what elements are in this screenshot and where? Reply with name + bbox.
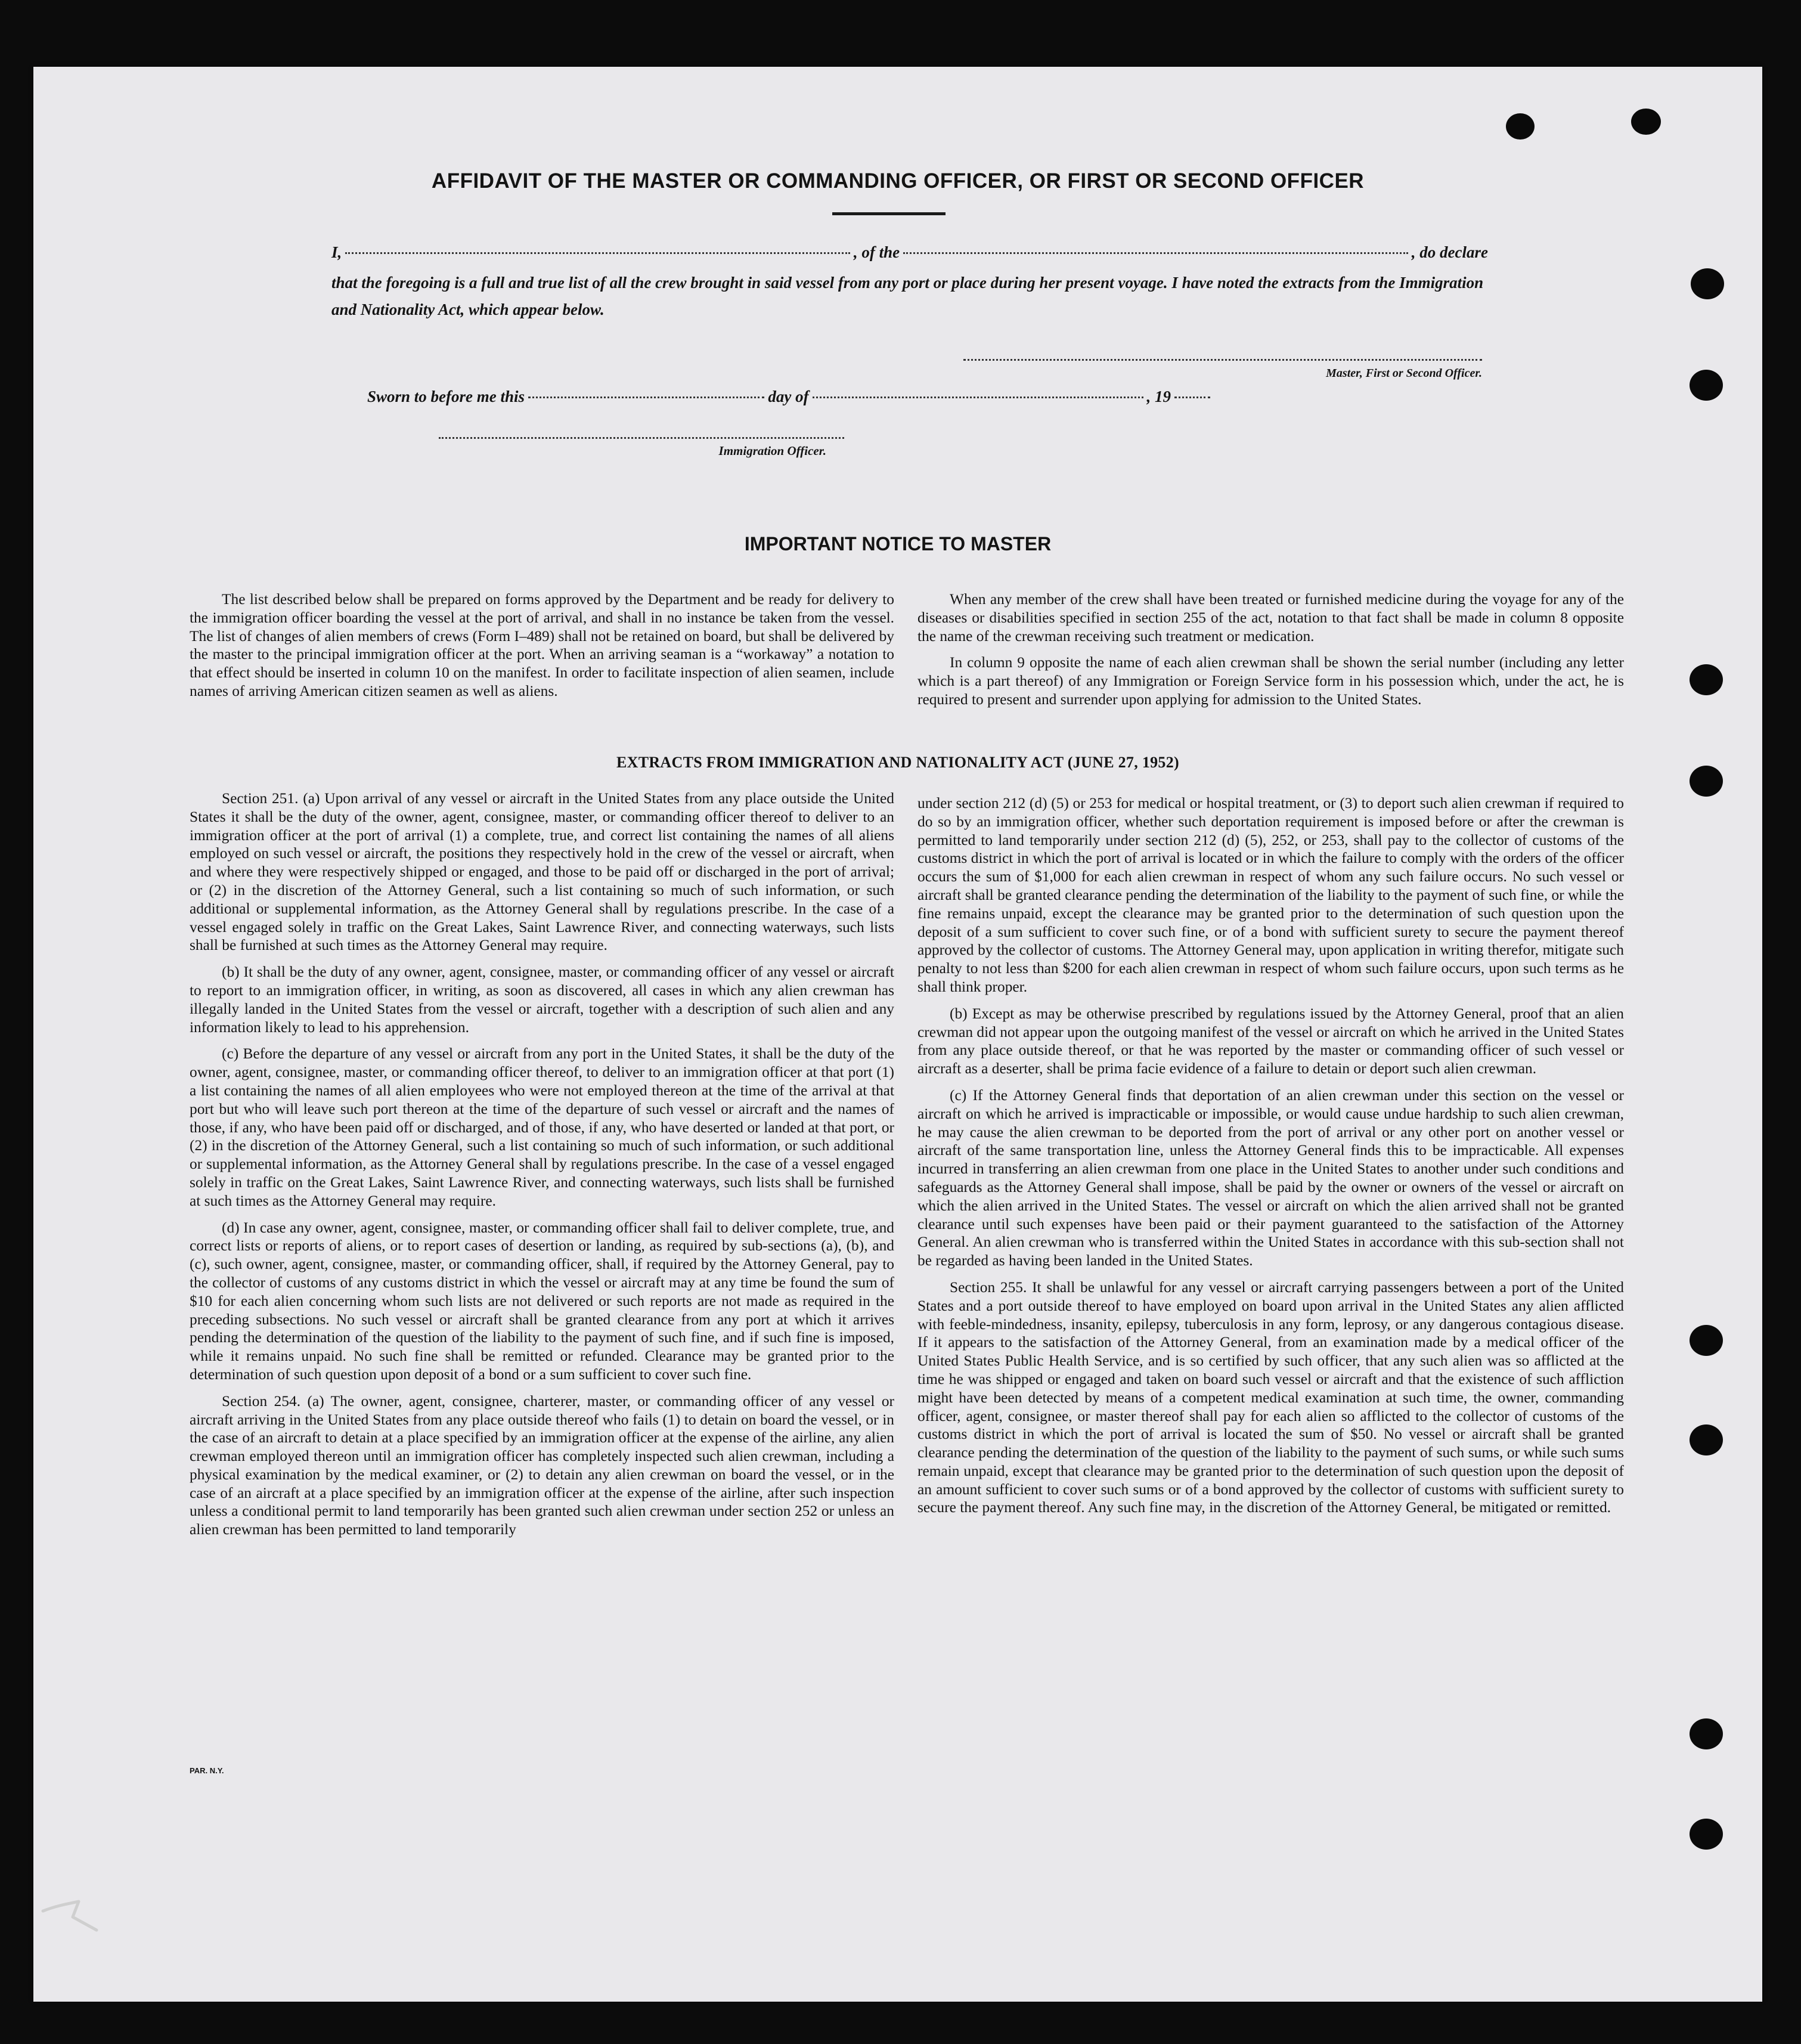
- punch-hole: [1506, 113, 1535, 140]
- punch-hole: [1690, 1325, 1723, 1356]
- punch-hole: [1690, 1819, 1723, 1850]
- punch-hole: [1690, 1718, 1723, 1749]
- day-of-label: day of: [768, 388, 809, 405]
- extracts-right-column: [917, 794, 1624, 1517]
- punch-hole: [1690, 664, 1723, 695]
- section-paragraph: (b) It shall be the duty of any owner, agent, consignee, master, or commanding officer of any vessel or aircraft to report to an immigration officer, in writing, as soon as discovered, all cases in which any alien crewman has illegally landed in the United States from the vessel or aircraft, together with a description of such alien and any information likely to lead to his apprehension.: [190, 964, 894, 1036]
- section-paragraph: (d) In case any owner, agent, consignee, master, or commanding officer shall fail to deliver complete, true, and correct lists or reports of aliens, or to report cases of desertion or landing, as required by sub-sections (a), (b), and (c), such owner, agent, consignee, master, or commanding officer, shall, if required by the Attorney General, pay to the collector of customs of any customs district in which the vessel or aircraft may at any time be found the sum of $10 for each alien concerning whom such lists are not delivered or such reports are not made as required in the preceding subsections. No such vessel or aircraft shall be granted clearance from any port at which it arrives pending the determination of the question of the liability to the payment of such fine, and if such fine is imposed, while it remains unpaid. No such fine shall be remitted or refunded. Clearance may be granted prior to the determination of such question upon deposit of a bond or a sum sufficient to cover such fine.: [190, 1219, 894, 1383]
- declaration-fill-line: [331, 243, 1488, 262]
- master-signature-label: Master, First or Second Officer.: [1326, 367, 1482, 380]
- title-underline: [832, 212, 946, 215]
- do-declare-label: , do declare: [1411, 243, 1489, 261]
- sworn-label: Sworn to before me this: [367, 388, 525, 405]
- section-paragraph: (c) Before the departure of any vessel or aircraft from any port in the United States, it shall be the duty of the owner, agent, consignee, master, or commanding officer thereof, to deliver to an immigration officer at that port (1) a list containing the names of all alien employees who were not employed thereon at the time of the arrival at that port but who will leave such port thereon at the time of the departure of such vessel or aircraft and the names of those, if any, who have been paid off or discharged, and of those, if any, who have deserted or landed at that port, or (2) in the discretion of the Attorney General, such a list containing so much of such information, or such additional or supplemental information, as the Attorney General shall by regulations prescribe. In the case of a vessel engaged solely in traffic on the Great Lakes, Saint Lawrence River, and connecting waterways, such lists shall be furnished at such times as the Attorney General may require.: [190, 1045, 894, 1209]
- notice-paragraph: In column 9 opposite the name of each alien crewman shall be shown the serial number (including any letter which is a part thereof) of any Immigration or Foreign Service form in his possession which, under the act, he is required to present and surrender upon applying for admission to the United States.: [917, 654, 1624, 708]
- punch-hole: [1631, 109, 1661, 135]
- section-paragraph: Section 251. (a) Upon arrival of any vessel or aircraft in the United States from any place outside the United States it shall be the duty of the owner, agent, consignee, master, or commanding officer thereof to deliver to an immigration officer at the port of arrival (1) a complete, true, and correct list containing the names of all aliens employed on such vessel or aircraft, the positions they respectively hold in the crew of the vessel or aircraft, when and where they were respectively shipped or engaged, and those to be paid off or discharged in the port of arrival; or (2) in the discretion of the Attorney General, such a list containing so much of such information, or such additional or supplemental information, as the Attorney General shall by regulations prescribe. In the case of a vessel engaged solely in traffic on the Great Lakes, Saint Lawrence River, and connecting waterways, such lists shall be furnished at such times as the Attorney General may require.: [190, 790, 894, 954]
- notice-left-column: [190, 590, 894, 701]
- section-paragraph: (b) Except as may be otherwise prescribed by regulations issued by the Attorney General, proof that an alien crewman did not appear upon the outgoing manifest of the vessel or aircraft on which he arrived in the United States from any place outside thereof, or that he was reported by the master or commanding officer of such vessel or aircraft as a deserter, shall be prima facie evidence of a failure to detain or deport such alien crewman.: [917, 1005, 1624, 1077]
- immigration-officer-label: Immigration Officer.: [718, 444, 826, 458]
- notice-paragraph: When any member of the crew shall have been treated or furnished medicine during the voyage for any of the diseases or disabilities specified in section 255 of the act, notation to that fact shall be made in column 8 opposite the name of the crewman receiving such treatment or medication.: [917, 591, 1624, 645]
- i-label: I,: [331, 243, 342, 261]
- section-paragraph: (c) If the Attorney General finds that deportation of an alien crewman under this section on the vessel or aircraft on which he arrived is impracticable or impossible, or would cause undue hardship to such alien crewman, he may cause the alien crewman to be deported from the port of arrival or any other port on another vessel or aircraft of the same transportation line, unless the Attorney General finds this to be impracticable. All expenses incurred in transferring an alien crewman from one place in the United States to another under such conditions and safeguards as the Attorney General shall impose, shall be paid by the owner or owners of the vessel or aircraft on which the alien arrived in the United States. The vessel or aircraft on which the alien arrived shall not be granted clearance until such expenses have been paid or their payment guaranteed to the satisfaction of the Attorney General. An alien crewman who is transferred within the United States in accordance with this sub-section shall not be regarded as having been landed in the United States.: [917, 1086, 1624, 1269]
- sworn-month-field[interactable]: [813, 397, 1143, 398]
- notice-right-column: [917, 590, 1624, 709]
- punch-hole: [1691, 268, 1724, 299]
- extracts-left-column: [190, 789, 894, 1539]
- sworn-year-field[interactable]: [1174, 397, 1210, 398]
- handwritten-mark: [37, 1893, 103, 1941]
- year-label: , 19: [1146, 388, 1171, 405]
- punch-hole: [1690, 1424, 1723, 1455]
- affidavit-title: AFFIDAVIT OF THE MASTER OR COMMANDING OFFICER, OR FIRST OR SECOND OFFICER: [431, 169, 1365, 193]
- sworn-day-field[interactable]: [528, 397, 764, 398]
- section-paragraph: under section 212 (d) (5) or 253 for medical or hospital treatment, or (3) to deport such alien crewman if required to do so by an immigration officer, whether such deportation requirement is imposed before or after the crewman is permitted to land temporarily under section 212 (d) (5), 252, or 253, shall pay to the collector of customs of the customs district in which the port of arrival is located or in which the failure to comply with the orders of the officer occurs the sum of $1,000 for each alien crewman in respect of whom any such failure occurs. No such vessel or aircraft shall be granted clearance pending the determination of the liability to the payment of such fine, or while the fine remains unpaid, except the clearance may be granted prior to the determination of such question upon the deposit of a sum sufficient to cover such fine, or of a bond with sufficient surety to secure the payment thereof approved by the collector of customs. The Attorney General may, upon application in writing therefor, mitigate such penalty to not less than $200 for each alien crewman in respect of whom such failure occurs, upon such terms as he shall think proper.: [917, 795, 1624, 995]
- vessel-field[interactable]: [903, 252, 1408, 254]
- form-page: [33, 67, 1762, 2002]
- notice-paragraph: The list described below shall be prepared on forms approved by the Department and be ready for delivery to the immigration officer boarding the vessel at the port of arrival, and shall in no instance be taken from the vessel. The list of changes of alien members of crews (Form I–489) shall not be retained on board, but shall be delivered by the master to the principal immigration officer at the port. When an arriving seaman is a “workaway” a notation to that effect should be inserted in column 10 on the manifest. In order to facilitate inspection of alien seamen, include names of arriving American citizen seamen as well as aliens.: [190, 591, 894, 699]
- section-paragraph: Section 254. (a) The owner, agent, consignee, charterer, master, or commanding officer of any vessel or aircraft arriving in the United States from any place outside thereof who fails (1) to detain on board the vessel, or in the case of an aircraft to detain at a place specified by an immigration officer at the expense of the airline, any alien crewman employed thereon until an immigration officer has completely inspected such alien crewman, including a physical examination by the medical examiner, or (2) to detain any alien crewman on board the vessel, or in the case of an aircraft at a place specified by an immigration officer at the expense of the airline, after such inspection unless a conditional permit to land temporarily has been granted such alien crewman under section 252 or unless an alien crewman has been permitted to land temporarily: [190, 1392, 894, 1538]
- sworn-line: [367, 388, 1214, 406]
- section-paragraph: Section 255. It shall be unlawful for any vessel or aircraft carrying passengers between a port of the United States and a port outside thereof to have employed on board upon arrival in the United States any alien afflicted with feeble-mindedness, insanity, epilepsy, tuberculosis in any form, leprosy, or any dangerous contagious disease. If it appears to the satisfaction of the Attorney General, from an examination made by a medical officer of the United States Public Health Service, and is so certified by such officer, that any such alien was so afflicted at the time he was shipped or engaged and taken on board such vessel or aircraft and that the existence of such affliction might have been detected by means of a competent medical examination at such time, the owner, commanding officer, agent, consignee, or master thereof shall pay for each alien so afflicted to the collector of customs of the customs district in which the port of arrival is located the sum of $50. No vessel or aircraft shall be granted clearance pending the determination of the question of the liability to the payment of such sums, or while such sums remain unpaid, except that clearance may be granted prior to the determination of such question upon the deposit of an amount sufficient to cover such sums or of a bond approved by the collector of customs with sufficient surety to secure the payment thereof. Any such fine may, in the discretion of the Attorney General, be mitigated or remitted.: [917, 1278, 1624, 1516]
- declaration-text: that the foregoing is a full and true list of all the crew brought in said vessel from any port or place during her present voyage. I have noted the extracts from the Immigration and Nationality Act, which appear below.: [331, 274, 1484, 318]
- extracts-title: EXTRACTS FROM IMMIGRATION AND NATIONALITY ACT (JUNE 27, 1952): [616, 754, 1179, 771]
- name-field[interactable]: [345, 252, 850, 254]
- notice-title: IMPORTANT NOTICE TO MASTER: [744, 533, 1052, 555]
- punch-hole: [1690, 370, 1723, 401]
- master-signature-field[interactable]: [963, 359, 1482, 361]
- printer-mark: PAR. N.Y.: [190, 1766, 224, 1775]
- immigration-officer-signature-field[interactable]: [439, 437, 844, 439]
- of-the-label: , of the: [853, 243, 900, 261]
